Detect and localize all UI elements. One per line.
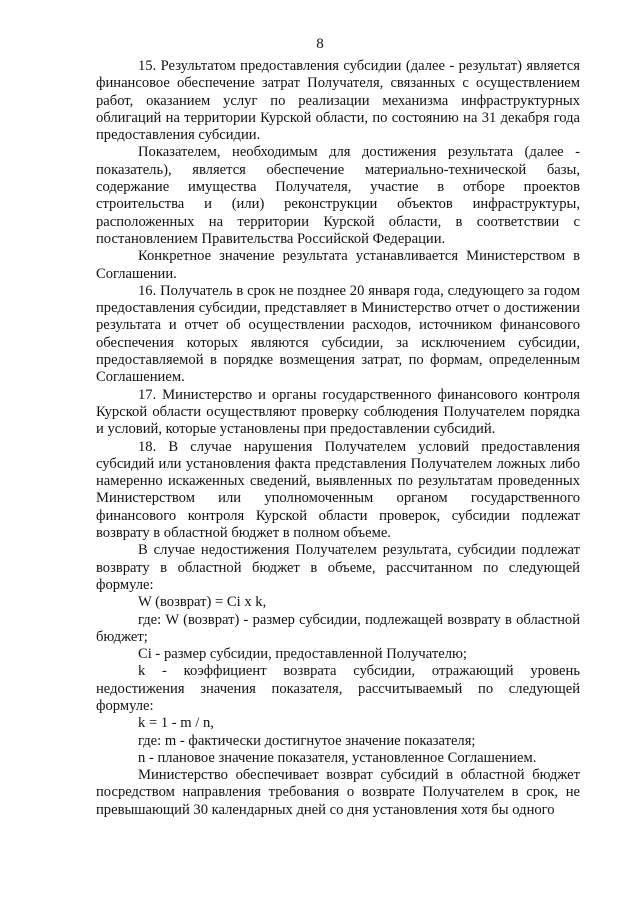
paragraph-return-formula-intro: В случае недостижения Получателем результата, субсидии подлежат возврату в областной бюджет в объеме, рассчитанном по следующей формуле: (96, 542, 580, 593)
definition-m: где: m - фактически достигнутое значение показателя; (138, 732, 476, 749)
document-body (96, 58, 580, 819)
paragraph-18-violation: 18. В случае нарушения Получателем условий предоставления субсидий или установления факта представления Получателем ложных либо намеренно искаженных сведений, выявленных по результатам проведенных Министерством или уполномоченным органом государственного финансового контроля Курской области проверок, субсидии подлежат возврату в областной бюджет в полном объеме. (96, 438, 580, 542)
paragraph-16-report: 16. Получатель в срок не позднее 20 января года, следующего за годом предоставления субсидии, представляет в Министерство отчет о достижении результата и отчет об осуществлении расходов, источником финансового обеспечения которых являются субсидии, за исключением субсидии, предоставляемой в порядке возмещения затрат, по формам, определенным Соглашением. (96, 282, 580, 386)
definition-w: где: W (возврат) - размер субсидии, подлежащей возврату в областной бюджет; (96, 611, 580, 645)
paragraph-15-result: 15. Результатом предоставления субсидии (далее - результат) является финансовое обеспечение затрат Получателя, связанных с осуществлением работ, оказанием услуг по реализации механизма инфраструктурных облигаций на территории Курской области, по состоянию на 31 декабря года предоставления субсидии. (96, 58, 580, 144)
formula-k: k = 1 - m / n, (138, 715, 214, 732)
definition-ci: Ci - размер субсидии, предоставленной Получателю; (138, 646, 467, 663)
page-number: 8 (316, 36, 324, 52)
paragraph-indicator: Показателем, необходимым для достижения результата (далее - показатель), является обеспечение материально-технической базы, содержание имущества Получателя, участие в отборе проектов строительства и (или) реконструкции объектов инфраструктуры, расположенных на территории Курской области, в соответствии с постановлением Правительства Российской Федерации. (96, 144, 580, 247)
formula-return: W (возврат) = Ci x k, (138, 594, 267, 611)
paragraph-17-control: 17. Министерство и органы государственного финансового контроля Курской области осуществляют проверку соблюдения Получателем порядка и условий, которые установлены при предоставлении субсидий. (96, 386, 580, 438)
definition-n: n - плановое значение показателя, установленное Соглашением. (138, 749, 537, 766)
paragraph-result-value: Конкретное значение результата устанавливается Министерством в Соглашении. (96, 248, 580, 282)
paragraph-ministry-return: Министерство обеспечивает возврат субсидий в областной бюджет посредством направления требования о возврате Получателем в срок, не превышающий 30 календарных дней со дня установления хотя бы одного (96, 767, 580, 818)
definition-k: k - коэффициент возврата субсидии, отражающий уровень недостижения значения показателя, рассчитываемый по следующей формуле: (96, 663, 580, 714)
